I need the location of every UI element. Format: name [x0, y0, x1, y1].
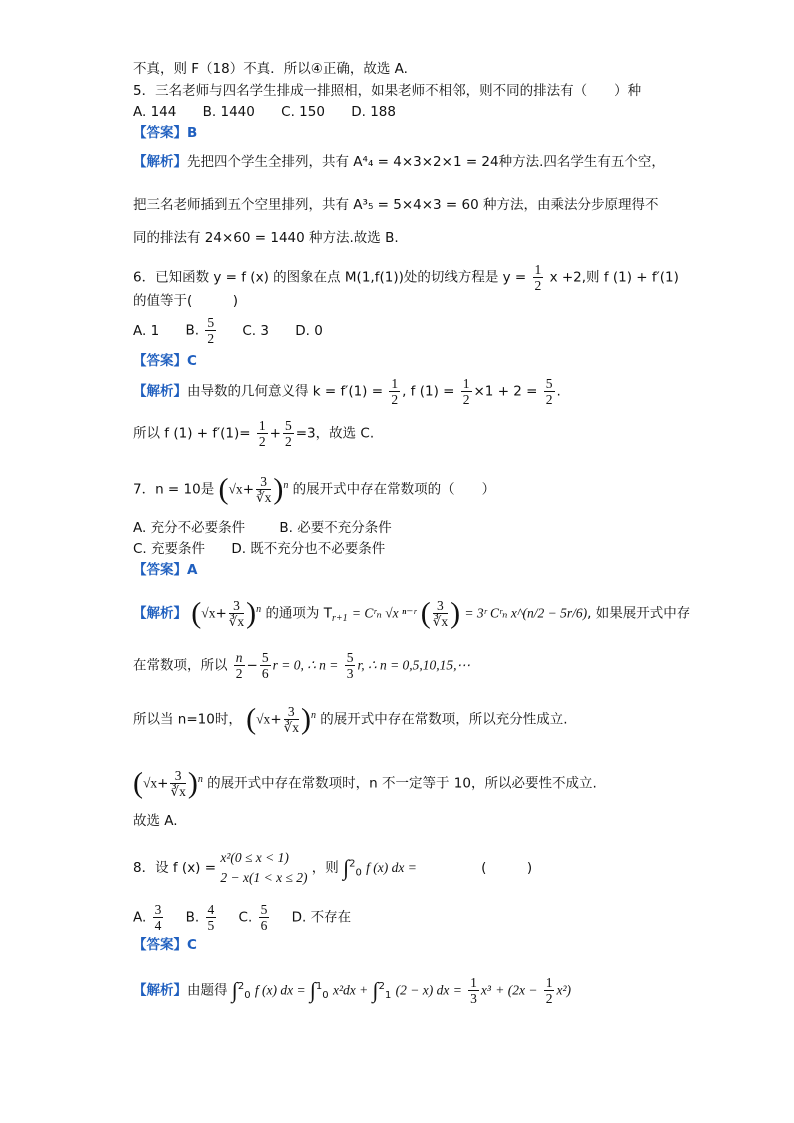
q8-paren: ( ) [481, 860, 533, 876]
lparen: ( [420, 596, 431, 630]
q7-exp-text-3b: 的展开式中存在常数项，所以充分性成立. [320, 711, 568, 728]
frac: $\frac{1}{2}$ [258, 418, 266, 449]
q8-choice-c-frac: $\frac{5}{6}$ [260, 902, 268, 933]
q7-exp-text-4b: 的展开式中存在常数项时，n 不一定等于 10，所以必要性不成立. [207, 775, 597, 792]
q5-choice-d: D. 188 [351, 104, 396, 120]
q7-explanation-4 [133, 768, 597, 799]
q6-choice-a: A. 1 [133, 322, 160, 339]
piece-2: 2 − x(1 < x ≤ 2) [220, 870, 308, 885]
int-lower: 0 [355, 867, 362, 879]
q5-explanation-1 [133, 153, 665, 171]
q7-choice-b: B. 必要不充分条件 [279, 520, 392, 536]
q6-answer [133, 352, 197, 370]
q6-exp-text-2b: =3，故选 C. [295, 425, 375, 442]
frac: $\frac{5}{3}$ [346, 650, 354, 681]
lparen: ( [191, 596, 202, 630]
plus: + [215, 605, 227, 622]
answer-tag: 【答案】 [133, 937, 187, 953]
subscript: r+1 [331, 613, 348, 625]
lparen: ( [133, 766, 143, 800]
integral-sign: ∫ [231, 977, 238, 1003]
plus: + [242, 481, 254, 498]
q5-choices [133, 103, 418, 121]
answer-tag: 【答案】 [133, 562, 187, 578]
q8-explanation [133, 975, 571, 1006]
q8-choice-b: B. [185, 909, 200, 926]
frac: $\frac{1}{2}$ [391, 376, 399, 407]
frac-3-cbrtx: $\frac{3}{∛x}$ [170, 768, 186, 799]
frac: $\frac{5}{2}$ [284, 418, 292, 449]
q5-explanation-2: 把三名老师插到五个空里排列，共有 A³₅ = 5×4×3 = 60 种方法，由乘法分步原理得不 [133, 197, 659, 213]
q6-frac-half: $\frac{1}{2}$ [534, 262, 542, 293]
q8-text-c: f (x) dx = [366, 860, 417, 875]
int-upper: 2 [378, 981, 385, 992]
explanation-tag: 【解析】 [133, 154, 187, 170]
q6-text-b: x +2,则 f (1) + f′(1) [549, 269, 679, 286]
sqrt-x: √x [143, 775, 158, 791]
q8-choices [133, 902, 351, 933]
rparen: ) [187, 766, 198, 800]
q8-choice-a-frac: $\frac{3}{4}$ [154, 902, 162, 933]
int-lower: 0 [244, 990, 251, 1002]
general-term: = Cʳₙ √x ⁿ⁻ʳ [351, 605, 417, 621]
q6-explanation-2 [133, 418, 374, 449]
int-lower: 0 [322, 990, 329, 1002]
q8-exp-e: x³ [480, 982, 491, 998]
frac: $\frac{1}{2}$ [545, 975, 553, 1006]
q5-choice-c: C. 150 [281, 104, 325, 120]
q6-choice-c: C. 3 [242, 322, 269, 339]
q8-choice-a: A. [133, 909, 147, 926]
dot: . [556, 383, 561, 400]
q7-explanation-2: 在常数项，所以 $\frac{n}{2}$ − $\frac{5}{6}$ r = 0, ∴ n = $\frac{5}{3}$ r, ∴ n = 0,5,10,15,⋯ [133, 650, 471, 681]
sqrt-x: √x [201, 605, 216, 621]
q8-exp-c: x²dx + [332, 982, 369, 998]
q7-exp-text-1c: , 如果展开式中存 [587, 605, 691, 622]
frac: $\frac{n}{2}$ [235, 650, 243, 681]
q6-choice-b-frac: $\frac{5}{2}$ [207, 315, 215, 346]
question-5: 5．三名老师与四名学生排成一排照相，如果老师不相邻，则不同的排法有（ ）种 [133, 83, 642, 99]
q7-choice-d: D. 既不充分也不必要条件 [231, 541, 386, 557]
q6-choice-b: B. [185, 322, 200, 339]
q8-exp-g: x²) [556, 982, 572, 998]
q7-answer [133, 561, 197, 579]
q7-explanation-5: 故选 A. [133, 813, 178, 829]
exponent-n: n [310, 710, 316, 721]
q6-exp-text-2: 所以 f (1) + f′(1)= [133, 425, 251, 442]
exponent-n: n [283, 480, 289, 491]
q5-explanation-3: 同的排法有 24×60 = 1440 种方法.故选 B. [133, 230, 399, 246]
question-8 [133, 848, 532, 888]
rparen: ) [246, 596, 257, 630]
q6-text-c: 的值等于( ) [133, 293, 239, 309]
q7-text-b: 的展开式中存在常数项的（ ） [292, 481, 496, 498]
q7-exp-text-2: 在常数项，所以 [133, 657, 228, 674]
q8-exp-text: 由题得 [187, 982, 228, 999]
rparen: ) [273, 472, 284, 506]
q7-exp-text-2b: r = 0, ∴ n = [272, 657, 339, 673]
frac-3-cbrtx: $\frac{3}{∛x}$ [283, 704, 299, 735]
prev-answer-tail: 不真，则 F（18）不真．所以④正确，故选 A. [133, 61, 408, 77]
explanation-tag: 【解析】 [133, 982, 187, 999]
q7-choice-a: A. 充分不必要条件 [133, 520, 246, 536]
q8-choice-d: D. 不存在 [291, 909, 352, 926]
q8-choice-c: C. [238, 909, 253, 926]
q7-text-a: 7．n = 10是 [133, 481, 215, 498]
answer-tag: 【答案】 [133, 125, 187, 141]
frac-3-cbrtx: $\frac{3}{∛x}$ [256, 474, 272, 505]
frac-3-cbrtx: $\frac{3}{∛x}$ [432, 598, 449, 629]
int-upper: 2 [349, 858, 356, 870]
plus: + [157, 775, 169, 792]
exponent-n: n [256, 604, 262, 615]
q6-exp-text-1c: ×1 + 2 = [473, 383, 538, 400]
q8-exp-b: f (x) dx = [254, 982, 306, 998]
q7-exp-text-2c: r, ∴ n = 0,5,10,15,⋯ [357, 657, 471, 673]
frac: $\frac{1}{2}$ [462, 376, 470, 407]
exponent-n: n [197, 774, 203, 785]
q7-explanation-3 [133, 704, 568, 735]
int-upper: 1 [315, 981, 323, 992]
q5-answer [133, 124, 197, 142]
rparen: ) [300, 702, 311, 736]
int-upper: 2 [237, 981, 245, 992]
q5-choice-b: B. 1440 [202, 104, 255, 120]
sqrt-x: √x [256, 711, 271, 727]
explanation-tag: 【解析】 [133, 383, 187, 400]
q8-exp-f: + (2x − [495, 982, 538, 998]
q8-text-a: 8．设 f (x) = [133, 860, 217, 876]
int-lower: 1 [384, 990, 392, 1002]
q7-choices-2 [133, 540, 385, 558]
q7-exp-text-3a: 所以当 n=10时， [133, 711, 242, 728]
question-6 [133, 262, 679, 293]
q7-exp-text-1b: 的通项为 T [265, 605, 332, 622]
general-term-simplified: = 3ʳ Cʳₙ x^(n/2 − 5r/6) [464, 605, 588, 621]
q5-exp-text-1: 先把四个学生全排列，共有 A⁴₄ = 4×3×2×1 = 24种方法.四名学生有五个空， [187, 154, 665, 170]
plus: + [270, 711, 282, 728]
integral-sign: ∫ [309, 977, 316, 1003]
q6-exp-text-1b: , f (1) = [402, 383, 455, 400]
q6-exp-text-1: 由导数的几何意义得 k = f′(1) = [187, 383, 384, 400]
q6-choices [133, 315, 345, 346]
q7-explanation-1 [133, 598, 690, 629]
integral-sign: ∫ [372, 977, 379, 1003]
explanation-tag: 【解析】 [133, 605, 187, 622]
q6-explanation-1 [133, 376, 561, 407]
q6-choice-d: D. 0 [295, 322, 323, 339]
question-7 [133, 474, 495, 505]
q5-answer-value: B [187, 125, 198, 141]
q6-answer-value: C [187, 353, 197, 369]
q7-answer-value: A [187, 562, 198, 578]
answer-tag: 【答案】 [133, 353, 187, 369]
q7-choice-c: C. 充要条件 [133, 541, 206, 557]
q8-choice-b-frac: $\frac{4}{5}$ [207, 902, 215, 933]
lparen: ( [246, 702, 257, 736]
q8-answer [133, 936, 197, 954]
frac-3-cbrtx: $\frac{3}{∛x}$ [228, 598, 245, 629]
q7-choices-1 [133, 519, 392, 537]
integral-sign: ∫ [343, 855, 350, 880]
sqrt-x: √x [228, 481, 243, 497]
frac: $\frac{1}{3}$ [470, 975, 477, 1006]
frac: $\frac{5}{2}$ [545, 376, 553, 407]
q8-exp-d: (2 − x) dx = [395, 982, 462, 998]
q6-text-a: 6．已知函数 y = f (x) 的图象在点 M(1,f(1))处的切线方程是 y = [133, 269, 527, 286]
q5-choice-a: A. 144 [133, 104, 177, 120]
rparen: ) [450, 596, 461, 630]
lparen: ( [218, 472, 229, 506]
plus: + [269, 425, 281, 442]
piece-1: x²(0 ≤ x < 1) [220, 850, 289, 865]
frac: $\frac{5}{6}$ [261, 650, 269, 681]
q8-text-b: ，则 [311, 860, 339, 876]
q8-answer-value: C [187, 937, 197, 953]
piecewise [220, 848, 307, 888]
